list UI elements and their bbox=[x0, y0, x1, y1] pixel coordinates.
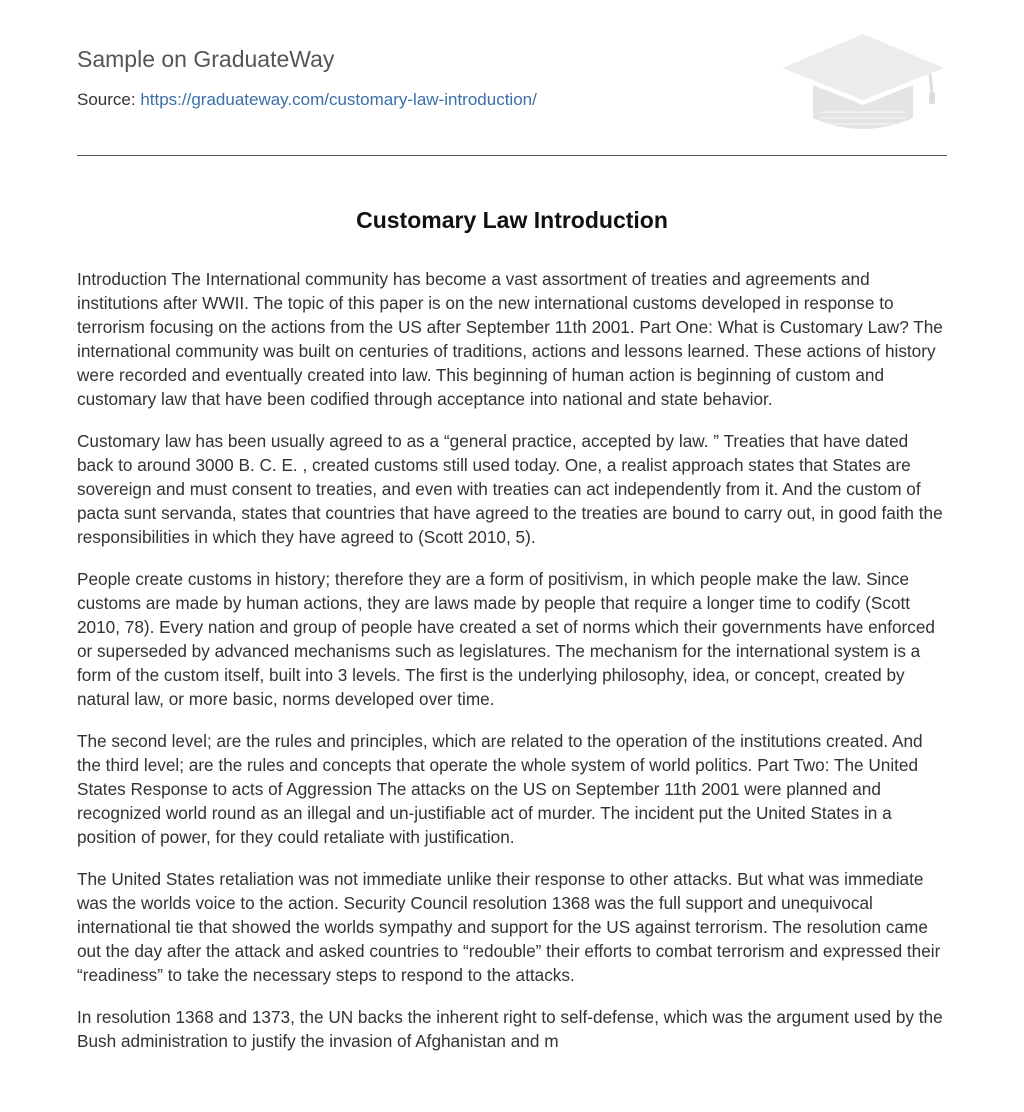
source-link[interactable]: https://graduateway.com/customary-law-introduction/ bbox=[140, 90, 537, 109]
paragraph: The United States retaliation was not immediate unlike their response to other attacks. But what was immediate was the worlds voice to the action. Security Council resolution 1368 was the full support and unequivocal international tie that showed the worlds sympathy and support for the US against terrorism. The resolution came out the day after the attack and asked countries to “redouble” their efforts to combat terrorism and expressed their “readiness” to take the necessary steps to respond to the attacks. bbox=[77, 869, 941, 985]
site-title: Sample on GraduateWay bbox=[77, 46, 335, 72]
paragraph: People create customs in history; therefore they are a form of positivism, in which people make the law. Since customs are made by human actions, they are laws made by people that require a longer time to codify (Scott 2010, 78). Every nation and group of people have created a set of norms which their governments have enforced or superseded by advanced mechanisms such as legislatures. The mechanism for the international system is a form of the custom itself, built into 3 levels. The first is the underlying philosophy, idea, or concept, created by natural law, or more basic, norms developed over time. bbox=[77, 569, 935, 709]
page-header bbox=[77, 0, 947, 156]
paragraph: The second level; are the rules and principles, which are related to the operation of the institutions created. And the third level; are the rules and concepts that operate the whole system of world politics. Part Two: The United States Response to acts of Aggression The attacks on the US on September 11th 2001 were planned and recognized world round as an illegal and un-justifiable act of murder. The incident put the United States in a position of power, for they could retaliate with justification. bbox=[77, 731, 923, 847]
source-label: Source: bbox=[77, 90, 141, 109]
graduation-cap-icon bbox=[780, 30, 946, 134]
article-body bbox=[77, 267, 949, 1071]
paragraph: Introduction The International community has become a vast assortment of treaties and agreements and institutions after WWII. The topic of this paper is on the new international customs developed in response to terrorism focusing on the actions from the US after September 11th 2001. Part One: What is Customary Law? The international community was built on centuries of traditions, actions and lessons learned. These actions of history were recorded and eventually created into law. This beginning of human action is beginning of custom and customary law that have been codified through acceptance into national and state behavior. bbox=[77, 269, 943, 409]
document-title: Customary Law Introduction bbox=[356, 207, 668, 233]
header-divider bbox=[77, 155, 947, 156]
source-line bbox=[77, 89, 537, 111]
paragraph: In resolution 1368 and 1373, the UN backs the inherent right to self-defense, which was the argument used by the Bush administration to justify the invasion of Afghanistan and m bbox=[77, 1007, 943, 1051]
paragraph: Customary law has been usually agreed to as a “general practice, accepted by law. ” Treaties that have dated back to around 3000 B. C. E. , created customs still used today. One, a realist approach states that States are sovereign and must consent to treaties, and even with treaties can act independently from it. And the custom of pacta sunt servanda, states that countries that have agreed to the treaties are bound to carry out, in good faith the responsibilities in which they have agreed to (Scott 2010, 5). bbox=[77, 431, 943, 547]
